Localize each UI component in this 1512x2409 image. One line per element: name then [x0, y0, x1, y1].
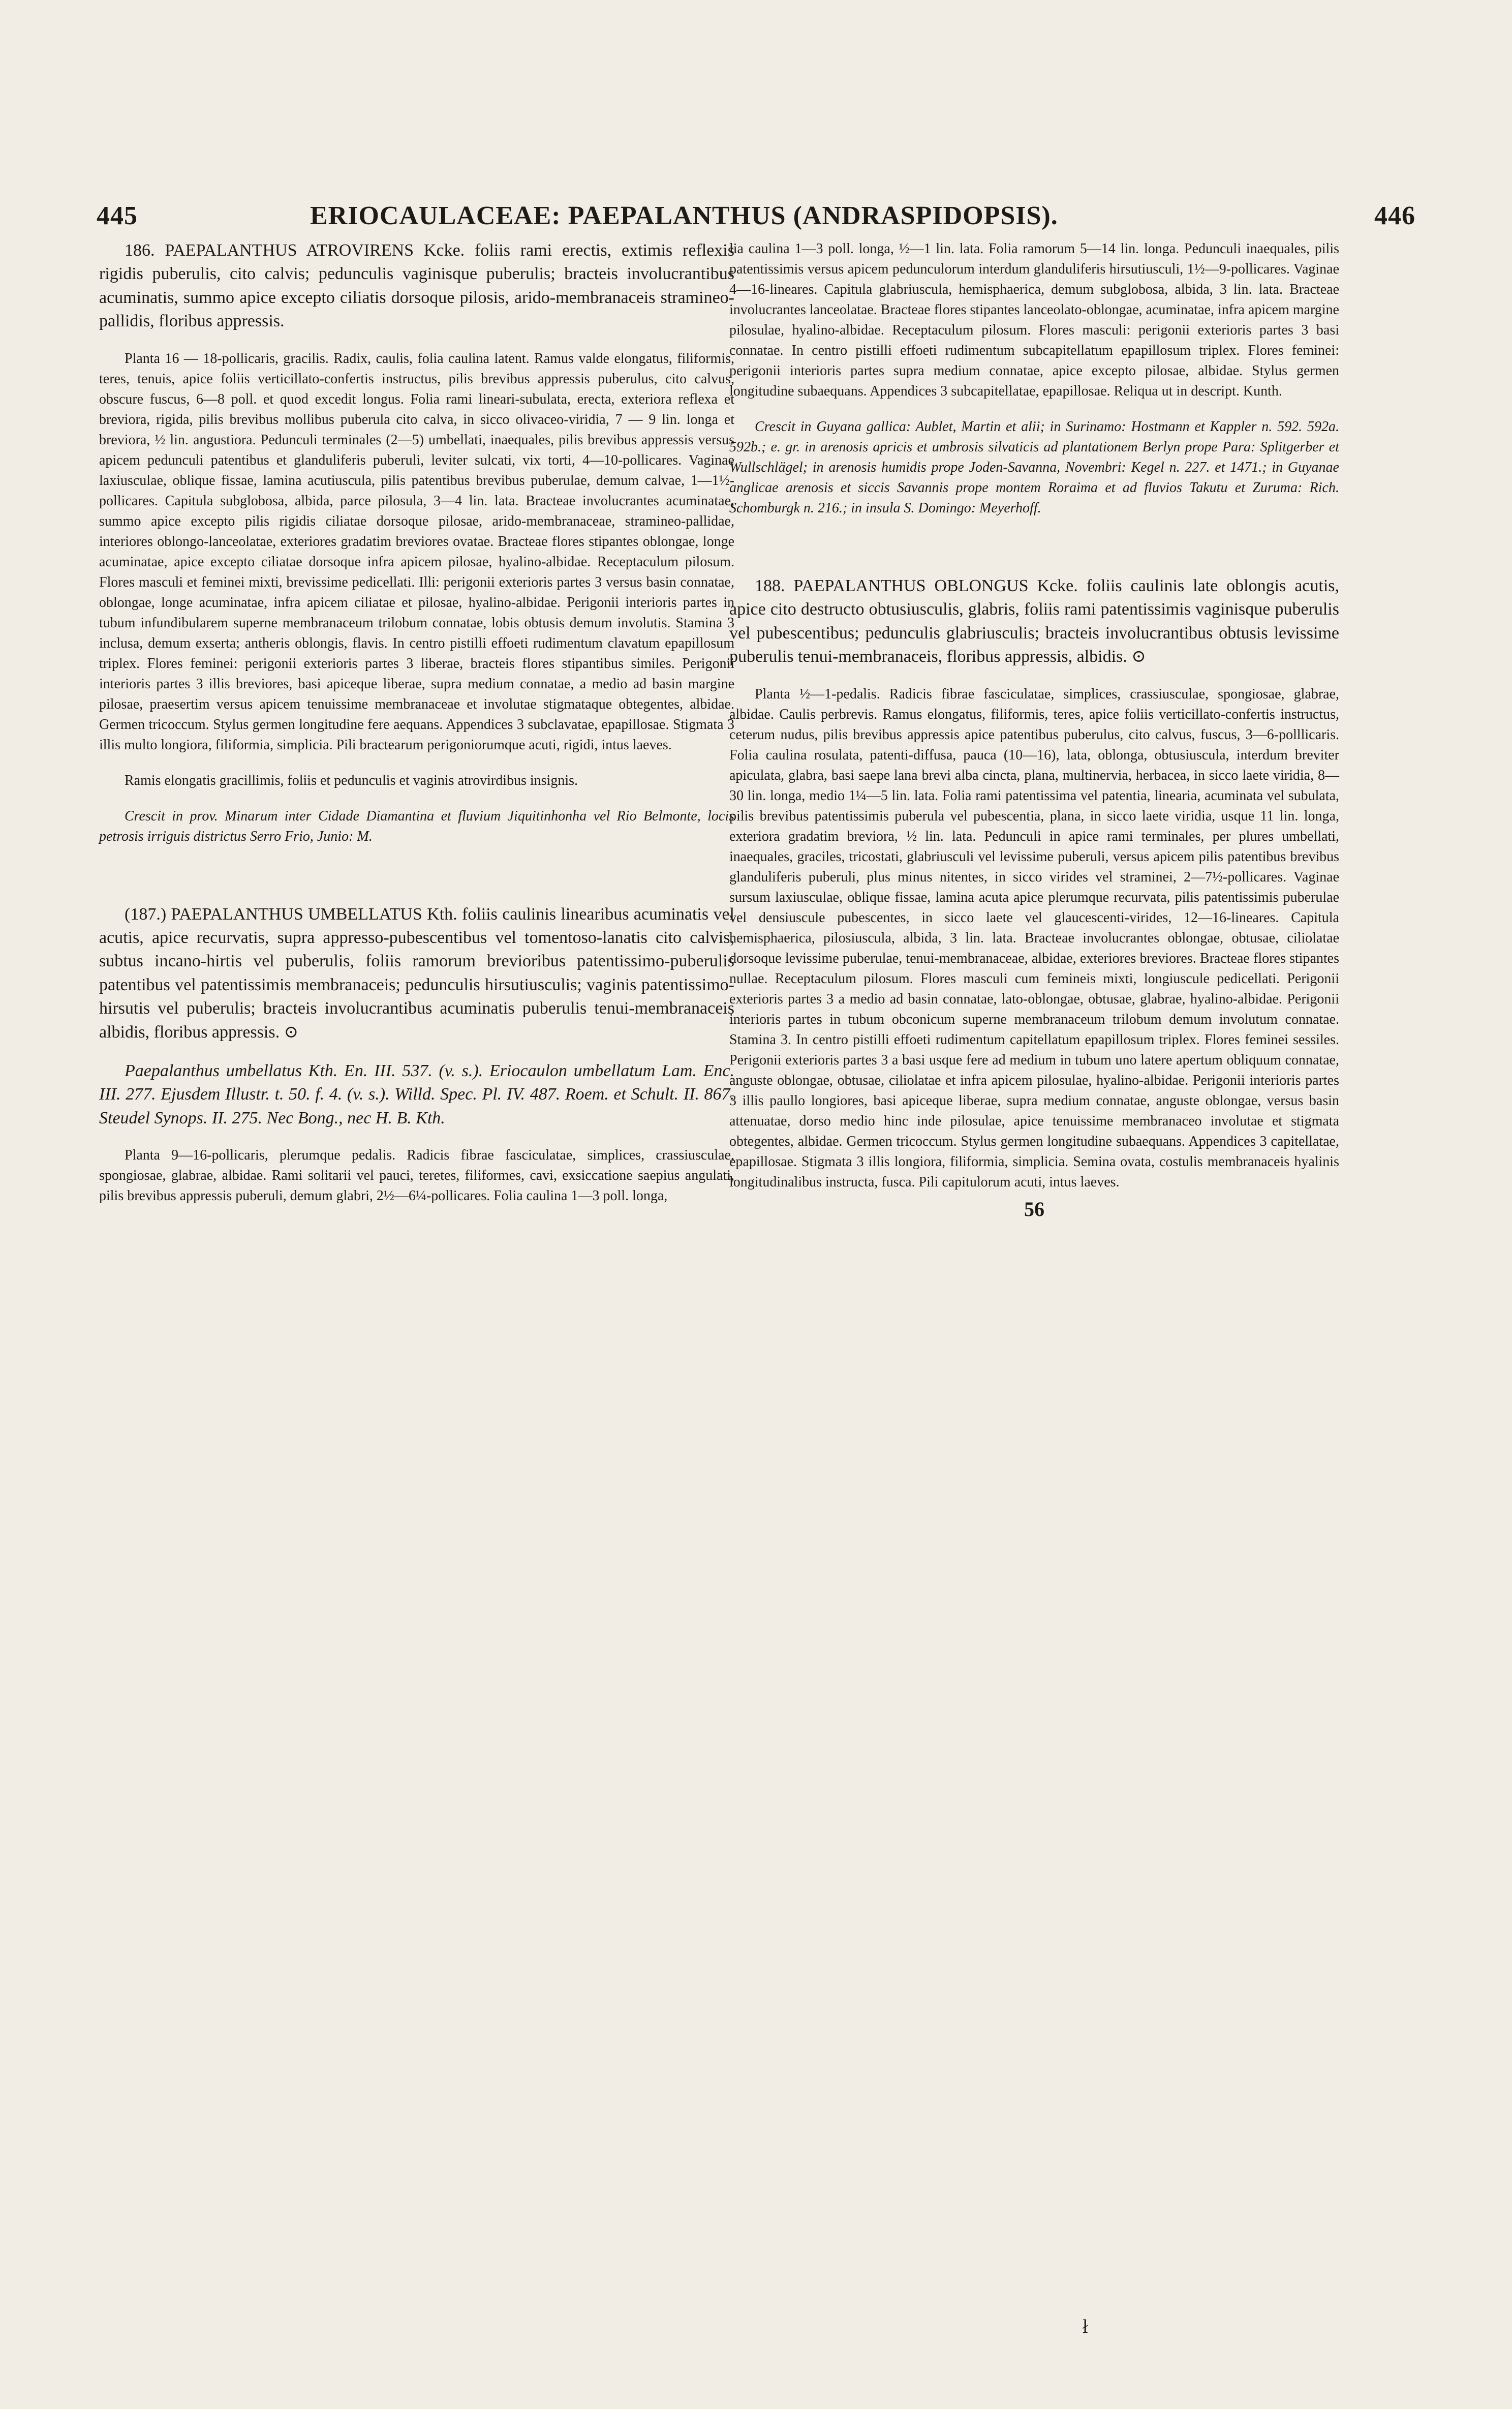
- species-186-heading: 186. PAEPALANTHUS ATROVIRENS Kcke. foliis rami erectis, extimis reflexis rigidis puberulis, cito calvis; pedunculis vaginisque puberulis; bracteis involucrantibus acuminatis, summo apice excepto ciliatis dorsoque pilosis, arido-membranaceis stramineo-pallidis, floribus appressis.: [99, 241, 734, 331]
- species-186-locality: Crescit in prov. Minarum inter Cidade Diamantina et fluvium Jiquitinhonha vel Rio Belmonte, locis petrosis irriguis districtus Serro Frio, Junio: M.: [99, 808, 734, 844]
- species-187-heading: (187.) PAEPALANTHUS UMBELLATUS Kth. foliis caulinis linearibus acuminatis vel acutis, apice recurvatis, supra appresso-pubescentibus vel tomentoso-lanatis cito calvis, subtus incano-hirtis vel puberulis, foliis ramorum brevioribus patentissimo-puberulis patentibus vel patentissimis membranaceis; pedunculis hirsutiusculis; vaginis patentissimo-hirsutis vel puberulis; bracteis involucrantibus acuminatis puberulis tenui-membranaceis albidis, floribus appressis. ⊙: [99, 904, 734, 1042]
- running-title: ERIOCAULACEAE: PAEPALANTHUS (ANDRASPIDOPSIS).: [310, 201, 1058, 230]
- running-head: [97, 201, 1415, 231]
- species-187-description: Planta 9—16-pollicaris, plerumque pedalis. Radicis fibrae fasciculatae, simplices, crassiusculae, spongiosae, glabrae, albidae. Rami solitarii vel pauci, teretes, filiformes, cavi, exsiccatione saepius angulati, pilis brevibus appressis puberuli, demum glabri, 2½—6¼-pollicares. Folia caulina 1—3 poll. longa,: [99, 1147, 734, 1204]
- species-186-note: Ramis elongatis gracillimis, foliis et pedunculis et vaginis atrovirdibus insignis.: [125, 772, 578, 788]
- species-187-locality: Crescit in Guyana gallica: Aublet, Martin et alii; in Surinamo: Hostmann et Kappler n. 592. 592a. 592b.; e. gr. in arenosis apricis et umbrosis silvaticis ad plantationem Berlyn prope Para: Splitgerber et Wullschlägel; in arenosis humidis prope Joden-Savanna, Novembri: Kegel n. 227. et 1471.; in Guyanae anglicae arenosis et siccis Savannis prope montem Roraima et ad fluvios Takutu et Zuruma: Rich. Schomburgk n. 216.; in insula S. Domingo: Meyerhoff.: [729, 419, 1339, 516]
- page-number-right: 446: [1374, 201, 1415, 230]
- species-186-description: Planta 16 — 18-pollicaris, gracilis. Radix, caulis, folia caulina latent. Ramus valde elongatus, filiformis, teres, tenuis, apice foliis verticillato-confertis instructus, pilis brevibus appressis puberulus, cito calvus, obscure fuscus, 6—8 poll. et quod excedit longus. Folia rami lineari-subulata, erecta, exteriora reflexa et breviora, rigida, pilis brevibus mollibus puberula cito calva, in sicco olivaceo-viridia, 7 — 9 lin. longa et breviora, ½ lin. angustiora. Pedunculi terminales (2—5) umbellati, inaequales, pilis brevibus appressis versus apicem pedunculi patentibus et glanduliferis puberuli, leviter sulcati, vix torti, 4—10-pollicares. Vaginae laxiusculae, oblique fissae, lamina acutiuscula, pilis patentibus brevibus puberulae, demum calvae, 1—1½-pollicares. Capitula subglobosa, albida, parce pilosula, 3—4 lin. lata. Bracteae involucrantes acuminatae, summo apice excepto pilis rigidis ciliatae dorsoque pilosae, arido-membranaceae, stramineo-pallidae, interiores oblongo-lanceolatae, exteriores gradatim breviores ovatae. Bracteae flores stipantes oblongae, longe acuminatae, apice excepto ciliatae dorsoque infra apicem pilosae, hyalino-albidae. Receptaculum pilosum. Flores masculi et feminei mixti, brevissime pedicellati. Illi: perigonii exterioris partes 3 versus basin connatae, oblongae, longe acuminatae, infra apicem ciliatae et pilosae, hyalino-albidae. Perigonii interioris partes in tubum infundibularem superne membranaceum trilobum connatae, lobis obtusis demum involutis. Stamina 3 inclusa, demum exserta; antheris oblongis, flavis. In centro pistilli effoeti rudimentum clavatum epapillosum triplex. Flores feminei: perigonii exterioris partes 3 liberae, bracteis flores stipantibus similes. Perigonii interioris partes 3 illis breviores, basi apiceque liberae, supra medium connatae, a medio ad basin margine pilosae, praesertim versus apicem tenuissime membranaceae et involutae stigmataque obtegentes, albidae. Germen tricoccum. Stylus germen longitudine fere aequans. Appendices 3 subclavatae, epapillosae. Stigmata 3 illis multo longiora, filiformia, simplicia. Pili bractearum perigoniorumque acuti, rigidi, intus laeves.: [99, 350, 734, 753]
- page-number-left: 445: [97, 201, 138, 230]
- left-column: [99, 239, 734, 1206]
- species-188-heading: 188. PAEPALANTHUS OBLONGUS Kcke. foliis caulinis late oblongis acutis, apice cito destructo obtusiusculis, glabris, foliis rami patentissimis vaginisque puberulis vel pubescentibus; pedunculis glabriusculis; bracteis involucrantibus obtusis levissime puberulis tenui-membranaceis, floribus appressis, albidis. ⊙: [729, 576, 1339, 666]
- species-187-synonyms: Paepalanthus umbellatus Kth. En. III. 537. (v. s.). Eriocaulon umbellatum Lam. Enc. III. 277. Ejusdem Illustr. t. 50. f. 4. (v. s.). Willd. Spec. Pl. IV. 487. Roem. et Schult. II. 867. Steudel Synops. II. 275. Nec Bong., nec H. B. Kth.: [99, 1061, 734, 1127]
- species-188-description: Planta ½—1-pedalis. Radicis fibrae fasciculatae, simplices, crassiusculae, spongiosae, glabrae, albidae. Caulis perbrevis. Ramus elongatus, filiformis, teres, apice foliis verticillato-confertis instructus, ceterum nudus, pilis brevibus appressis apice patentibus puberulus, cito calvus, fuscus, 3—6-polllicaris. Folia caulina rosulata, patenti-diffusa, pauca (10—16), lata, oblonga, obtusiuscula, interdum breviter apiculata, glabra, basi saepe lana brevi alba cincta, plana, multinervia, herbacea, in sicco laete viridia, 8—30 lin. longa, medio 1¼—5 lin. lata. Folia rami patentissima vel patentia, linearia, acuminata vel subulata, pilis brevibus patentissimis puberula vel pubescentia, plana, in sicco laete viridia, usque 11 lin. longa, exteriora gradatim breviora, ½ lin. lata. Pedunculi in apice rami terminales, per plures umbellati, inaequales, graciles, tricostati, glabriusculi vel levissime puberuli, versus apicem pilis patentibus brevibus glanduliferis puberuli, plus minus nitentes, in sicco virides vel straminei, 2—7½-pollicares. Vaginae sursum laxiusculae, oblique fissae, lamina acuta apice plerumque recurvata, pilis patentissimis puberulae vel densiuscule pubescentes, in sicco laete vel glaucescenti-virides, 12—16-lineares. Capitula hemisphaerica, pilosiuscula, albida, 3 lin. lata. Bracteae involucrantes oblongae, obtusae, ciliolatae dorsoque levissime puberulae, tenui-membranaceae, albidae, exteriores breviores. Bracteae flores stipantes nullae. Receptaculum pilosum. Flores masculi cum femineis mixti, longiuscule pedicellati. Perigonii exterioris partes 3 a medio ad basin connatae, lato-oblongae, obtusae, glabrae, hyalino-albidae. Perigonii interioris partes in tubum obconicum superne membranaceum trilobum demum involutum connatae. Stamina 3. In centro pistilli effoeti rudimentum capitellatum epapillosum triplex. Flores feminei sessiles. Perigonii exterioris partes 3 a basi usque fere ad medium in tubum uno latere apertum obliquum connatae, anguste oblongae, obtusae, ciliolatae et infra apicem pilosulae, hyalino-albidae. Perigonii interioris partes 3 illis paullo longiores, basi apiceque liberae, supra medium connatae, anguste oblongae, versus basin attenuatae, dorso medio hinc inde pilosulae, apice tenuissime membranaceo involutae et stigmata obtegentes, albidae. Germen tricoccum. Stylus germen longitudine subaequans. Appendices 3 capitellatae, epapillosae. Stigmata 3 illis longiora, filiformia, simplicia. Semina ovata, costulis membranaceis hyalinis longitudinalibus instructa, fusca. Pili capitulorum acuti, intus laeves.: [729, 686, 1339, 1190]
- right-column: [729, 239, 1339, 1221]
- species-187-description-continued: lia caulina 1—3 poll. longa, ½—1 lin. lata. Folia ramorum 5—14 lin. longa. Pedunculi inaequales, pilis patentissimis versus apicem pedunculorum interdum glanduliferis hirsutiusculi, 1½—9-pollicares. Vaginae 4—16-lineares. Capitula glabriuscula, hemisphaerica, demum subglobosa, albida, 3 lin. lata. Bracteae involucrantes lanceolatae. Bracteae flores stipantes lanceolato-oblongae, acuminatae, infra apicem margine pilosulae, hyalino-albidae. Receptaculum pilosum. Flores masculi: perigonii exterioris partes 3 basi connatae. In centro pistilli effoeti rudimentum subcapitellatum epapillosum triplex. Flores feminei: perigonii interioris partes supra medium connatae, apice excepto pilosae, albidae. Stylus germen longitudine subaequans. Appendices 3 subcapitellatae, epapillosae. Reliqua ut in descript. Kunth.: [729, 241, 1339, 399]
- signature-mark: 56: [1024, 1197, 1044, 1221]
- footer-mark: ł: [1083, 2316, 1088, 2337]
